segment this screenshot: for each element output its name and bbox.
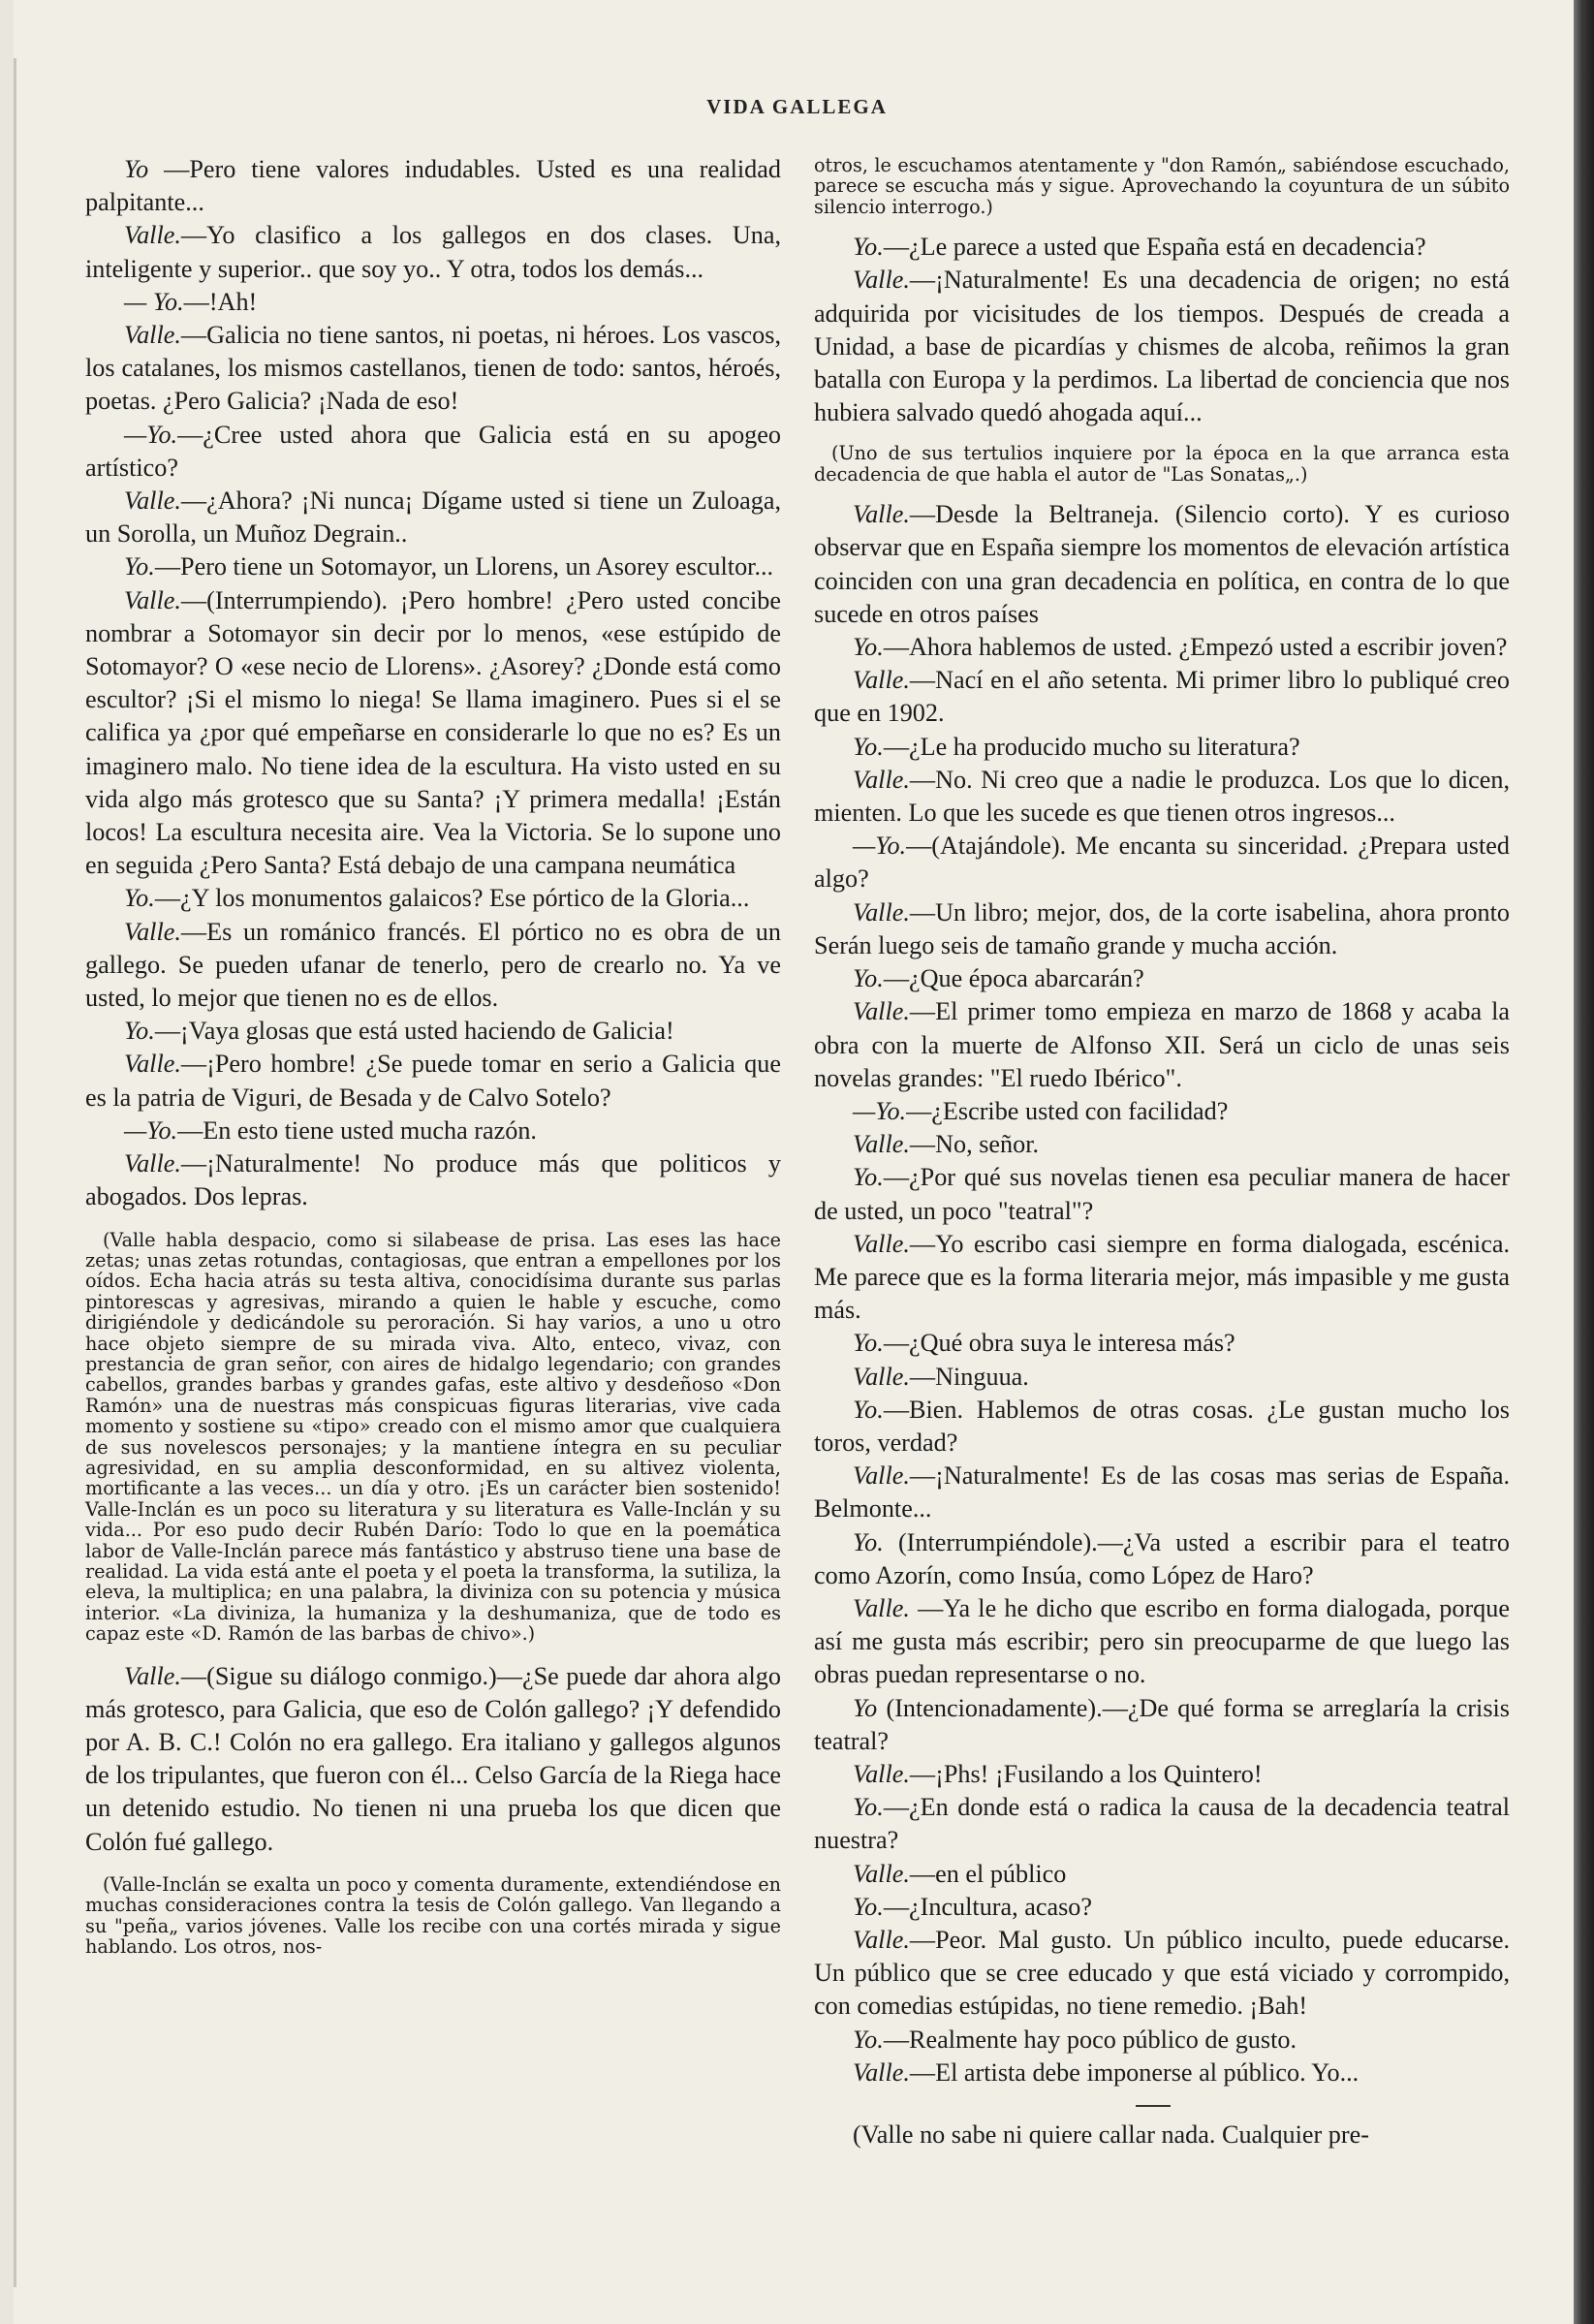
paragraph-text: —Bien. Hablemos de otras cosas. ¿Le gustan mucho los toros, verdad? (814, 1395, 1510, 1457)
speaker-label: Valle. (853, 666, 910, 695)
paragraph-text: —¿Qué obra suya le interesa más? (883, 1329, 1235, 1358)
dialogue-paragraph (814, 1361, 1510, 1394)
speaker-label: Valle. (124, 1050, 181, 1079)
left-column (85, 153, 781, 1972)
paragraph-text: —¿Ahora? ¡Ni nunca¡ Dígame usted si tiene un Zuloaga, un Sorolla, un Muñoz Degrain.. (85, 487, 781, 549)
paragraph-text: (Interrumpiéndole).—¿Va usted a escribir para el teatro como Azorín, como Insúa, como López de Haro? (814, 1527, 1510, 1589)
dialogue-paragraph (814, 1128, 1510, 1161)
speaker-label: Valle. (853, 500, 910, 529)
paragraph-text: —Desde la Beltraneja. (Silencio corto). Y es curioso observar que en España siempre los momentos de elevación artística coinciden con una gran decadencia en política, en contra de lo que sucede en otros países (814, 500, 1510, 628)
page-edge-shadow (1574, 0, 1594, 2324)
speaker-label: Yo. (853, 1163, 884, 1192)
dialogue-paragraph (814, 231, 1510, 264)
paragraph-text: —No, señor. (909, 1130, 1040, 1159)
dialogue-paragraph (814, 1858, 1510, 1891)
speaker-label: Yo. (124, 552, 155, 581)
speaker-label: —Yo. (124, 1115, 178, 1145)
dialogue-paragraph (85, 319, 781, 419)
paragraph-text: —¡Pero hombre! ¿Se puede tomar en serio a Galicia que es la patria de Viguri, de Besada y de Calvo Sotelo? (85, 1050, 781, 1112)
paragraph-text: —¡Phs! ¡Fusilando a los Quintero! (909, 1759, 1263, 1788)
paragraph-text: —¿Que época abarcarán? (883, 964, 1144, 993)
dialogue-paragraph (814, 1692, 1510, 1758)
dialogue-paragraph (85, 286, 781, 319)
section-divider (1136, 2105, 1171, 2107)
speaker-label: Valle. (853, 1593, 910, 1622)
dialogue-paragraph (85, 485, 781, 550)
dialogue-paragraph (814, 1924, 1510, 2024)
speaker-label: Valle. (853, 897, 910, 926)
speaker-label: Valle. (124, 917, 181, 946)
speaker-label: Valle. (124, 221, 181, 250)
dialogue-paragraph (85, 1115, 781, 1147)
speaker-label: Valle. (853, 1362, 910, 1391)
dialogue-paragraph (814, 1891, 1510, 1924)
dialogue-paragraph (814, 731, 1510, 764)
paragraph-text: —Nací en el año setenta. Mi primer libro lo publiqué creo que en 1902. (814, 666, 1510, 728)
paragraph-text: —Yo escribo casi siempre en forma dialogada, escénica. Me parece que es la forma literaria mejor, más impasible y me gusta más. (814, 1229, 1510, 1325)
dialogue-paragraph (814, 1791, 1510, 1857)
paragraph-text: (Valle habla despacio, como si silabease de prisa. Las eses las hace zetas; unas zetas rotundas, contagiosas, que entran a empellones por los oídos. Echa hacia atrás su testa altiva, conocidísima durante sus parlas pintorescas y agresivas, mirando a quien le hable y escuche, como dirigiéndole y dedicándole su peroración. Si hay varios, a uno u otro hace objeto siempre de su mirada viva. Alto, enteco, vivaz, con prestancia de gran señor, con aires de hidalgo legendario; con grandes cabellos, grandes barbas y grandes gafas, este altivo y desdeñoso «Don Ramón» una de nuestras más conspicuas figuras literarias, vive cada momento y sostiene su «tipo» creado con el mismo amor que cualquiera de sus novelescos personajes; y la mantiene íntegra en su peculiar agresividad, en su amplia desconformidad, en su altivez violenta, mortificante a las veces... un día y otro. ¡Es un carácter bien sostenido! Valle-Inclán es un poco su literatura y su literatura es Valle-Inclán y su vida... Por eso pudo decir Rubén Darío: Todo lo que en la poemática labor de Valle-Inclán parece más fantástico y abstruso tiene una base de realidad. La vida está ante el poeta y el poeta la transforma, la sutiliza, la eleva, la multiplica; en una palabra, la diviniza con su potencia y música interior. «La diviniza, la humaniza y la deshumaniza, que de todo es capaz este «D. Ramón de las barbas de chivo».) (85, 1228, 781, 1646)
stage-note (814, 443, 1510, 485)
paragraph-text: —Ninguua. (909, 1362, 1029, 1391)
dialogue-paragraph (814, 995, 1510, 1095)
speaker-label: —Yo. (124, 420, 178, 449)
paragraph-text: (Valle no sabe ni quiere callar nada. Cualquier pre- (853, 2120, 1369, 2149)
dialogue-paragraph (85, 882, 781, 915)
speaker-label: Yo. (853, 1793, 884, 1822)
speaker-label: Valle. (853, 1461, 910, 1491)
paragraph-text: —¿Escribe usted con facilidad? (906, 1096, 1229, 1125)
paragraph-text: —¿Por qué sus novelas tienen esa peculiar manera de hacer de usted, un poco "teatral"? (814, 1163, 1510, 1225)
dialogue-paragraph (814, 664, 1510, 730)
dialogue-paragraph (85, 1048, 781, 1114)
speaker-label: Yo. (853, 2025, 884, 2054)
paragraph-text: —¡Naturalmente! No produce más que politicos y abogados. Dos lepras. (85, 1149, 781, 1211)
stage-note (85, 1230, 781, 1645)
speaker-label: Valle. (124, 1661, 181, 1690)
speaker-label: Yo. (853, 233, 884, 262)
paragraph-text: (Uno de sus tertulios inquiere por la época en la que arranca esta decadencia de que habla el autor de "Las Sonatas„.) (814, 442, 1510, 486)
paragraph-text: —Un libro; mejor, dos, de la corte isabelina, ahora pronto Serán luego seis de tamaño grande y mucha acción. (814, 897, 1510, 959)
paragraph-text: —Pero tiene valores indudables. Usted es una realidad palpitante... (85, 155, 781, 217)
speaker-label: Yo (853, 1693, 878, 1722)
speaker-label: Valle. (853, 765, 910, 794)
speaker-label: Valle. (853, 1925, 910, 1954)
paragraph-text: —¿En donde está o radica la causa de la decadencia teatral nuestra? (814, 1793, 1510, 1855)
paragraph-text: —en el público (909, 1859, 1067, 1888)
speaker-label: —Yo. (853, 832, 907, 861)
speaker-label: Yo. (853, 1395, 884, 1424)
dialogue-paragraph (85, 916, 781, 1016)
speaker-label: Valle. (124, 487, 181, 516)
paragraph-text: —El primer tomo empieza en marzo de 1868 y acaba la obra con la muerte de Alfonso XII. Será un ciclo de unas seis novelas grandes: "El ruedo Ibérico". (814, 997, 1510, 1092)
paragraph-text: —¿Incultura, acaso? (883, 1892, 1093, 1921)
speaker-label: Valle. (853, 1229, 910, 1258)
speaker-label: Valle. (853, 2057, 910, 2087)
dialogue-paragraph (814, 631, 1510, 664)
dialogue-paragraph (814, 2024, 1510, 2057)
dialogue-paragraph (814, 1327, 1510, 1360)
paragraph-text: (Intencionadamente).—¿De qué forma se arreglaría la crisis teatral? (814, 1693, 1510, 1755)
dialogue-paragraph (85, 219, 781, 285)
running-header: VIDA GALLEGA (706, 95, 888, 118)
paragraph-text: —No. Ni creo que a nadie le produzca. Los que lo dicen, mienten. Lo que les sucede es que tienen otros ingresos... (814, 765, 1510, 828)
dialogue-paragraph (85, 1660, 781, 1859)
dialogue-paragraph (814, 2119, 1510, 2151)
dialogue-paragraph (814, 1592, 1510, 1692)
right-column (814, 155, 1510, 2151)
paragraph-text: —Pero tiene un Sotomayor, un Llorens, un Asorey escultor... (154, 552, 774, 581)
speaker-label: Yo. (853, 1892, 884, 1921)
speaker-label: Valle. (853, 1759, 910, 1788)
speaker-label: Valle. (853, 997, 910, 1026)
paragraph-text: —¡Naturalmente! Es de las cosas mas serias de España. Belmonte... (814, 1461, 1510, 1523)
paragraph-text: —El artista debe imponerse al público. Yo... (909, 2057, 1360, 2087)
dialogue-paragraph (814, 498, 1510, 631)
paragraph-text: —¿Y los monumentos galaicos? Ese pórtico de la Gloria... (154, 884, 750, 913)
paragraph-text: —Galicia no tiene santos, ni poetas, ni héroes. Los vascos, los catalanes, los mismos castellanos, tienen de todo: santos, héroés, poetas. ¿Pero Galicia? ¡Nada de eso! (85, 321, 781, 416)
dialogue-paragraph (814, 1460, 1510, 1525)
paragraph-text: —¿Le parece a usted que España está en decadencia? (883, 233, 1426, 262)
dialogue-paragraph (814, 1228, 1510, 1328)
paragraph-text: —Yo clasifico a los gallegos en dos clases. Una, inteligente y superior.. que soy yo.. Y otra, todos los demás... (85, 221, 781, 283)
paragraph-text: —Es un románico francés. El pórtico no es obra de un gallego. Se pueden ufanar de tenerlo, pero de crearlo no. Ya ve usted, lo mejor que tienen no es de ellos. (85, 917, 781, 1013)
speaker-label: Yo. (853, 633, 884, 662)
speaker-label: Valle. (853, 1859, 910, 1888)
dialogue-paragraph (814, 264, 1510, 429)
stage-note (814, 155, 1510, 217)
speaker-label: Yo (124, 155, 149, 183)
dialogue-paragraph (814, 830, 1510, 895)
dialogue-paragraph (85, 550, 781, 583)
stage-note (85, 1874, 781, 1958)
speaker-label: Valle. (853, 266, 910, 295)
dialogue-paragraph (814, 1095, 1510, 1128)
paragraph-text: —Ahora hablemos de usted. ¿Empezó usted a escribir joven? (883, 633, 1508, 662)
dialogue-paragraph (814, 1161, 1510, 1227)
speaker-label: Yo. (853, 1527, 884, 1556)
paragraph-text: —Realmente hay poco público de gusto. (883, 2025, 1297, 2054)
speaker-label: Valle. (124, 585, 181, 614)
dialogue-paragraph (814, 764, 1510, 830)
paragraph-text: —¡Naturalmente! Es una decadencia de origen; no está adquirida por vicisitudes de los tiempos. Después de creada a Unidad, a base de picardías y chismes de alcoba, reñimos la gran batalla con Europa y la perdimos. La libertad de conciencia que nos hubiera salvado quedó ahogada aquí... (814, 266, 1510, 427)
dialogue-paragraph (814, 896, 1510, 962)
paragraph-text: —¡Vaya glosas que está usted haciendo de Galicia! (154, 1017, 674, 1046)
dialogue-paragraph (85, 584, 781, 883)
paragraph-text: —Peor. Mal gusto. Un público inculto, puede educarse. Un público que se cree educado y que está viciado y corrompido, con comedias estúpidas, no tiene remedio. ¡Bah! (814, 1925, 1510, 2021)
dialogue-paragraph (814, 1394, 1510, 1460)
dialogue-paragraph (85, 1015, 781, 1048)
speaker-label: Yo. (853, 964, 884, 993)
speaker-label: Yo. (124, 884, 155, 913)
speaker-label: Valle. (124, 1149, 181, 1178)
paragraph-text: —(Interrumpiendo). ¡Pero hombre! ¿Pero usted concibe nombrar a Sotomayor sin decir por lo menos, «ese estúpido de Sotomayor? O «ese necio de Llorens». ¿Asorey? ¿Donde está como escultor? ¡Si el mismo lo niega! Se llama imaginero. Pues si el se califica ya ¿por qué empeñarse en considerarle lo que no es? Es un imaginero malo. No tiene idea de la escultura. Ha visto usted en su vida algo más grotesco que su Santa? ¡Y primera medalla! ¡Están locos! La escultura necesita aire. Vea la Victoria. Se lo supone uno en seguida ¿Pero Santa? Está debajo de una campana neumática (85, 585, 781, 880)
left-margin-rule (14, 58, 16, 2287)
paragraph-text: —!Ah! (183, 287, 258, 316)
speaker-label: Yo. (853, 1329, 884, 1358)
dialogue-paragraph (814, 1526, 1510, 1592)
speaker-label: — Yo. (124, 287, 184, 316)
dialogue-paragraph (814, 2057, 1510, 2089)
dialogue-paragraph (85, 153, 781, 219)
dialogue-paragraph (85, 1147, 781, 1213)
dialogue-paragraph (814, 1758, 1510, 1791)
paragraph-text: —¿Le ha producido mucho su literatura? (883, 732, 1300, 761)
speaker-label: Yo. (124, 1017, 155, 1046)
paragraph-text: —En esto tiene usted mucha razón. (177, 1115, 537, 1145)
speaker-label: Valle. (853, 1130, 910, 1159)
paragraph-text: —¿Cree usted ahora que Galicia está en su apogeo artístico? (85, 420, 781, 482)
paragraph-text: —(Atajándole). Me encanta su sinceridad. ¿Prepara usted algo? (814, 832, 1510, 894)
paragraph-text: —(Sigue su diálogo conmigo.)—¿Se puede dar ahora algo más grotesco, para Galicia, que eso de Colón gallego? ¡Y defendido por A. B. C.! Colón no era gallego. Era italiano y gallegos algunos de los tripulantes, que fueron con él... Celso García de la Riega hace un detenido estudio. No tienen ni una prueba los que dicen que Colón fué gallego. (85, 1661, 781, 1856)
speaker-label: Yo. (853, 732, 884, 761)
dialogue-paragraph (85, 419, 781, 485)
paragraph-text: —Ya le he dicho que escribo en forma dialogada, porque así me gusta más escribir; pero sin preocuparme de que luego las obras puedan representarse o no. (814, 1593, 1510, 1689)
paragraph-text: otros, le escuchamos atentamente y "don Ramón„ sabiéndose escuchado, parece se escucha más y sigue. Aprovechando la coyuntura de un súbito silencio interrogo.) (814, 154, 1510, 218)
speaker-label: Valle. (124, 321, 181, 350)
speaker-label: —Yo. (853, 1096, 907, 1125)
paragraph-text: (Valle-Inclán se exalta un poco y comenta duramente, extendiéndose en muchas consideraciones contra la tesis de Colón gallego. Van llegando a su "peña„ varios jóvenes. Valle los recibe con una cortés mirada y sigue hablando. Los otros, nos- (85, 1872, 781, 1959)
dialogue-paragraph (814, 962, 1510, 995)
